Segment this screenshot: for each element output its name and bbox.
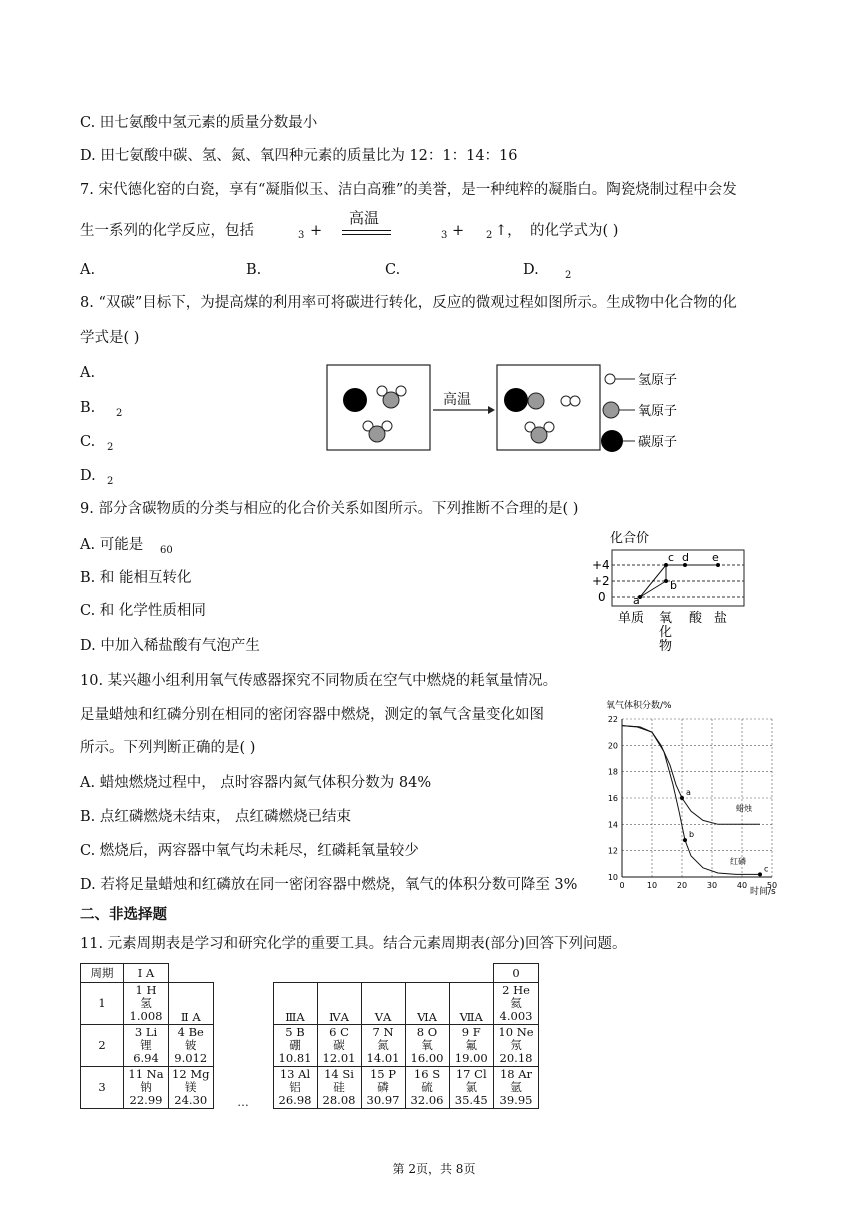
q10-stem-line1: 10. 某兴趣小组利用氧气传感器探究不同物质在空气中燃烧的耗氧量情况。 [80, 673, 558, 689]
point-a [680, 796, 684, 800]
q9-label-e: e [712, 551, 719, 564]
pt-period: 1 [81, 983, 124, 1025]
pt-cell: 6 C 碳 12.01 [317, 1025, 361, 1067]
pt-header-4a: ⅣA [317, 983, 361, 1025]
y-tick-label: 10 [607, 873, 618, 882]
q7-stem-line1: 7. 宋代德化窑的白瓷，享有“凝脂似玉、洁白高雅”的美誉，是一种纯粹的凝脂白。陶瓷烧制过程中会发 [80, 182, 737, 198]
q9-label-b: b [670, 579, 677, 592]
pt-cell: 11 Na 钠 22.99 [124, 1067, 169, 1109]
pt-header-1a: I A [124, 964, 169, 983]
pt-cell: 10 Ne 氖 20.18 [494, 1025, 539, 1067]
oxygen-atom [528, 393, 544, 409]
q9-option-d[interactable]: D. 中加入稀盐酸有气泡产生 [80, 638, 260, 654]
hydrogen-atom [396, 386, 406, 396]
option-c-q6: C. 田七氨酸中氢元素的质量分数最小 [80, 115, 318, 131]
pt-cell: 12 Mg 镁 24.30 [169, 1067, 214, 1109]
q9-frame [612, 550, 744, 606]
point-label-b: b [689, 830, 695, 840]
pt-ellipsis: … [237, 1094, 249, 1109]
legend-oxygen: 氧原子 [638, 404, 678, 419]
pt-cell: 4 Be 铍 9.012 [169, 1025, 214, 1067]
point-label-c: c [764, 864, 769, 874]
chart-xlabel: 时间/s [750, 887, 776, 897]
q7-option-a[interactable]: A. [80, 262, 96, 278]
pt-cell: 9 F 氟 19.00 [449, 1025, 494, 1067]
y-tick-label: 22 [607, 715, 618, 724]
q9-ytick: +4 [592, 558, 610, 572]
q8-option-d[interactable]: D. [80, 468, 96, 484]
arrow-head-icon [488, 406, 495, 414]
q9-category-oxide: 化 [659, 625, 673, 640]
series-line-phosphorus [622, 726, 760, 875]
pt-period: 2 [81, 1025, 124, 1067]
q9-category-oxide: 氧 [659, 611, 673, 626]
series-label: 蜡烛 [736, 804, 752, 814]
legend-hydrogen: 氢原子 [638, 373, 678, 388]
pt-cell: 14 Si 硅 28.08 [317, 1067, 361, 1109]
pt-cell: 3 Li 锂 6.94 [124, 1025, 169, 1067]
periodic-table [80, 963, 539, 1109]
x-tick-label: 10 [646, 881, 658, 890]
oxygen-atom [369, 426, 385, 442]
y-tick-label: 18 [607, 767, 618, 777]
q9-point-b [664, 579, 668, 583]
hydrogen-atom [570, 396, 580, 406]
pt-cell: 13 Al 铝 26.98 [273, 1067, 317, 1109]
q9-ytick: 0 [598, 590, 606, 604]
pt-cell: 18 Ar 氩 39.95 [494, 1067, 539, 1109]
q11-stem: 11. 元素周期表是学习和研究化学的重要工具。结合元素周期表(部分)回答下列问题。 [80, 936, 627, 952]
q10-stem-line2: 足量蜡烛和红磷分别在相同的密闭容器中燃烧，测定的氧气含量变化如图 [80, 707, 544, 723]
legend-hydrogen-icon [605, 374, 615, 384]
pt-header-5a: ⅤA [361, 983, 405, 1025]
q9-label-a: a [633, 594, 640, 607]
q8-option-c-subscript: 2 [107, 442, 114, 453]
q9-ytick: +2 [592, 574, 610, 588]
legend-carbon: 碳原子 [638, 435, 678, 450]
y-tick-label: 14 [607, 820, 618, 830]
q7-option-c[interactable]: C. [385, 262, 401, 278]
legend-carbon-icon [601, 430, 623, 452]
q10-stem-line3: 所示。下列判断正确的是( ) [80, 740, 256, 756]
q7-equal-line-top [342, 230, 391, 231]
carbon-atom [504, 388, 528, 412]
q9-valence-chart [588, 528, 758, 654]
pt-cell: 5 B 硼 10.81 [273, 1025, 317, 1067]
carbon-atom [343, 388, 367, 412]
x-tick-label: 30 [706, 881, 718, 890]
series-label: 红磷 [730, 856, 746, 866]
pt-header-3a: ⅢA [273, 983, 317, 1025]
point-label-a: a [686, 788, 691, 797]
oxygen-atom [383, 392, 399, 408]
q10-option-a[interactable]: A. 蜡烛燃烧过程中， 点时容器内氮气体积分数为 84% [80, 775, 432, 791]
pt-header-6a: ⅥA [405, 983, 449, 1025]
pt-cell-He: 2 He 氦 4.003 [494, 983, 539, 1025]
q7-equal-line-bottom [342, 234, 391, 235]
q9-category: 酸 [689, 611, 703, 626]
x-tick-label: 0 [619, 881, 625, 890]
q8-option-b[interactable]: B. [80, 400, 96, 416]
y-tick-label: 20 [607, 741, 618, 751]
oxygen-atom [531, 427, 547, 443]
x-tick-label: 20 [676, 881, 688, 890]
q8-option-d-subscript: 2 [107, 476, 114, 487]
q7-stem-tail: 的化学式为( ) [530, 223, 619, 239]
point-c [758, 872, 762, 876]
legend-oxygen-icon [603, 402, 619, 418]
q9-option-c[interactable]: C. 和 化学性质相同 [80, 603, 206, 619]
pt-cell: 7 N 氮 14.01 [361, 1025, 405, 1067]
pt-cell: 16 S 硫 32.06 [405, 1067, 449, 1109]
point-b [683, 838, 687, 842]
pt-header-period: 周期 [81, 964, 124, 983]
pt-cell-H: 1 H 氢 1.008 [124, 983, 169, 1025]
chart-ylabel: 氧气体积分数/% [606, 701, 672, 711]
q10-oxygen-chart [598, 697, 788, 897]
q10-option-b[interactable]: B. 点红磷燃烧未结束， 点红磷燃烧已结束 [80, 809, 351, 825]
y-tick-label: 12 [607, 846, 618, 856]
q8-stem-line2: 学式是( ) [80, 330, 140, 346]
q9-ylabel: 化合价 [610, 531, 650, 546]
y-tick-label: 16 [607, 794, 618, 803]
q9-category: 单质 [618, 611, 645, 626]
q8-reaction-diagram [325, 363, 695, 455]
option-d-q6: D. 田七氨酸中碳、氢、氮、氧四种元素的质量比为 12：1：14：16 [80, 148, 518, 164]
pt-header-2a: Ⅱ A [169, 983, 214, 1025]
q10-option-c[interactable]: C. 燃烧后，两容器中氧气均未耗尽，红磷耗氧量较少 [80, 843, 419, 859]
q7-gas-arrow: ↑， [495, 223, 522, 239]
q7-option-d[interactable]: D. [523, 262, 539, 278]
q8-option-b-subscript: 2 [116, 408, 123, 419]
pt-header-0: 0 [494, 964, 539, 983]
q9-option-b[interactable]: B. 和 能相互转化 [80, 570, 192, 586]
q9-label-c: c [668, 551, 675, 564]
q7-plus: + [310, 223, 323, 239]
q7-stem-line2: 生一系列的化学反应，包括 [80, 223, 254, 239]
pt-cell: 15 P 磷 30.97 [361, 1067, 405, 1109]
q9-stem: 9. 部分含碳物质的分类与相应的化合价关系如图所示。下列推断不合理的是( ) [80, 501, 579, 517]
q9-category: 盐 [714, 611, 728, 626]
q8-option-c[interactable]: C. [80, 434, 96, 450]
x-tick-label: 40 [736, 881, 748, 890]
pt-period: 3 [81, 1067, 124, 1109]
pt-cell: 17 Cl 氯 35.45 [449, 1067, 494, 1109]
q10-option-d[interactable]: D. 若将足量蜡烛和红磷放在同一密闭容器中燃烧，氧气的体积分数可降至 3% [80, 877, 578, 893]
q7-option-d-subscript: 2 [565, 270, 572, 281]
q9-option-a[interactable]: A. 可能是 [80, 537, 144, 553]
q9-category-oxide: 物 [659, 639, 673, 654]
q9-option-a-subscript: 60 [160, 545, 173, 556]
q7-subscript: 3 [441, 230, 448, 241]
q7-plus: + [452, 223, 465, 239]
q7-option-b[interactable]: B. [246, 262, 262, 278]
page-footer: 第 2页，共 8页 [392, 1162, 476, 1176]
pt-cell: 8 O 氧 16.00 [405, 1025, 449, 1067]
q7-condition-high-temp: 高温 [349, 209, 380, 227]
x-tick-label: 50 [766, 881, 778, 890]
arrow-label: 高温 [443, 392, 471, 408]
q8-option-a[interactable]: A. [80, 365, 96, 381]
q9-label-d: d [682, 551, 689, 564]
q8-stem-line1: 8. “双碳”目标下，为提高煤的利用率可将碳进行转化，反应的微观过程如图所示。生成物中化合物的化 [80, 295, 737, 311]
pt-header-7a: ⅦA [449, 983, 494, 1025]
section-heading: 二、非选择题 [80, 906, 167, 923]
q7-subscript: 3 [298, 230, 305, 241]
q7-subscript: 2 [486, 230, 493, 241]
